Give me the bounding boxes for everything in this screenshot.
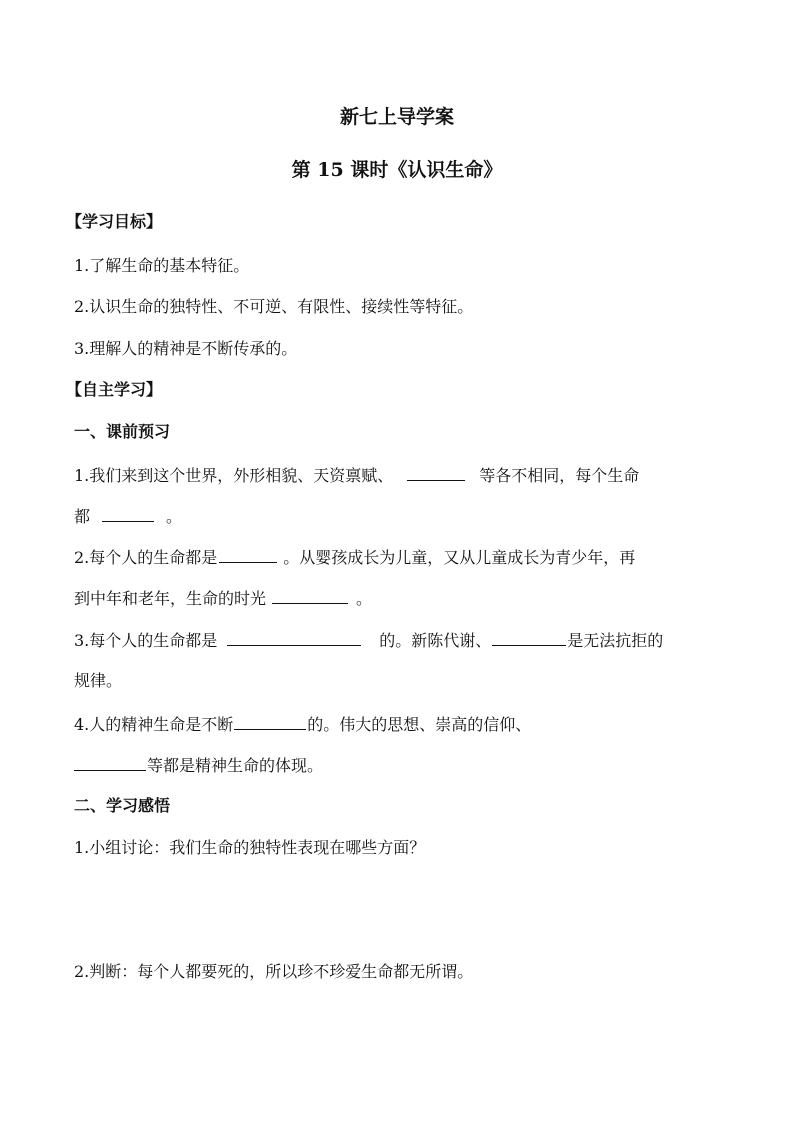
goal-item-2: 2.认识生命的独特性、不可逆、有限性、接续性等特征。 [74, 297, 474, 316]
preview-q3-line1 [74, 630, 663, 651]
preview-q3-line2: 规律。 [74, 671, 123, 690]
preview-q2-line1 [74, 547, 635, 568]
lesson-title: 第 15 课时《认识生命》 [291, 159, 503, 181]
preview-q2-text-a: 2.每个人的生命都是 [74, 548, 218, 567]
preview-q2-text-b: 。从婴孩成长为儿童，又从儿童成长为青少年，再 [283, 548, 636, 567]
fill-blank[interactable] [272, 588, 348, 604]
reflection-heading: 二、学习感悟 [74, 796, 171, 815]
preview-q4-text-b: 的。伟大的思想、崇高的信仰、 [307, 715, 532, 734]
reflection-q1: 1.小组讨论：我们生命的独特性表现在哪些方面？ [74, 838, 426, 857]
preview-q2-line2 [74, 588, 372, 609]
preview-q1-text-c: 都 [74, 507, 91, 526]
preview-q1-line1 [74, 465, 639, 486]
preview-q4-text-a: 4.人的精神生命是不断 [74, 715, 234, 734]
fill-blank[interactable] [234, 714, 306, 730]
preview-q2-text-d: 。 [356, 589, 373, 608]
fill-blank[interactable] [227, 630, 361, 646]
fill-blank[interactable] [407, 465, 465, 481]
preview-q1-text-a: 1.我们来到这个世界，外形相貌、天资禀赋、 [74, 466, 394, 485]
goals-heading: 【学习目标】 [66, 212, 163, 231]
fill-blank[interactable] [102, 506, 154, 522]
preview-q4-line2 [74, 755, 323, 776]
preview-q3-text-c: 是无法抗拒的 [567, 631, 664, 650]
goal-item-1: 1.了解生命的基本特征。 [74, 256, 250, 275]
preview-q1-line2 [74, 506, 182, 527]
preview-q1-text-b: 等各不相同，每个生命 [479, 466, 640, 485]
preview-q2-text-c: 到中年和老年，生命的时光 [74, 589, 267, 608]
goal-item-3: 3.理解人的精神是不断传承的。 [74, 339, 298, 358]
doc-title: 新七上导学案 [339, 106, 454, 128]
preview-q4-line1 [74, 714, 531, 735]
fill-blank[interactable] [74, 755, 146, 771]
self-study-heading: 【自主学习】 [66, 380, 163, 399]
fill-blank[interactable] [492, 630, 566, 646]
preview-q3-text-a: 3.每个人的生命都是 [74, 631, 218, 650]
preview-heading: 一、课前预习 [74, 422, 171, 441]
fill-blank[interactable] [219, 547, 277, 563]
preview-q3-text-b: 的。新陈代谢、 [379, 631, 492, 650]
preview-q4-text-c: 等都是精神生命的体现。 [147, 756, 324, 775]
preview-q1-text-d: 。 [166, 507, 183, 526]
reflection-q2: 2.判断：每个人都要死的，所以珍不珍爱生命都无所谓。 [74, 962, 474, 981]
